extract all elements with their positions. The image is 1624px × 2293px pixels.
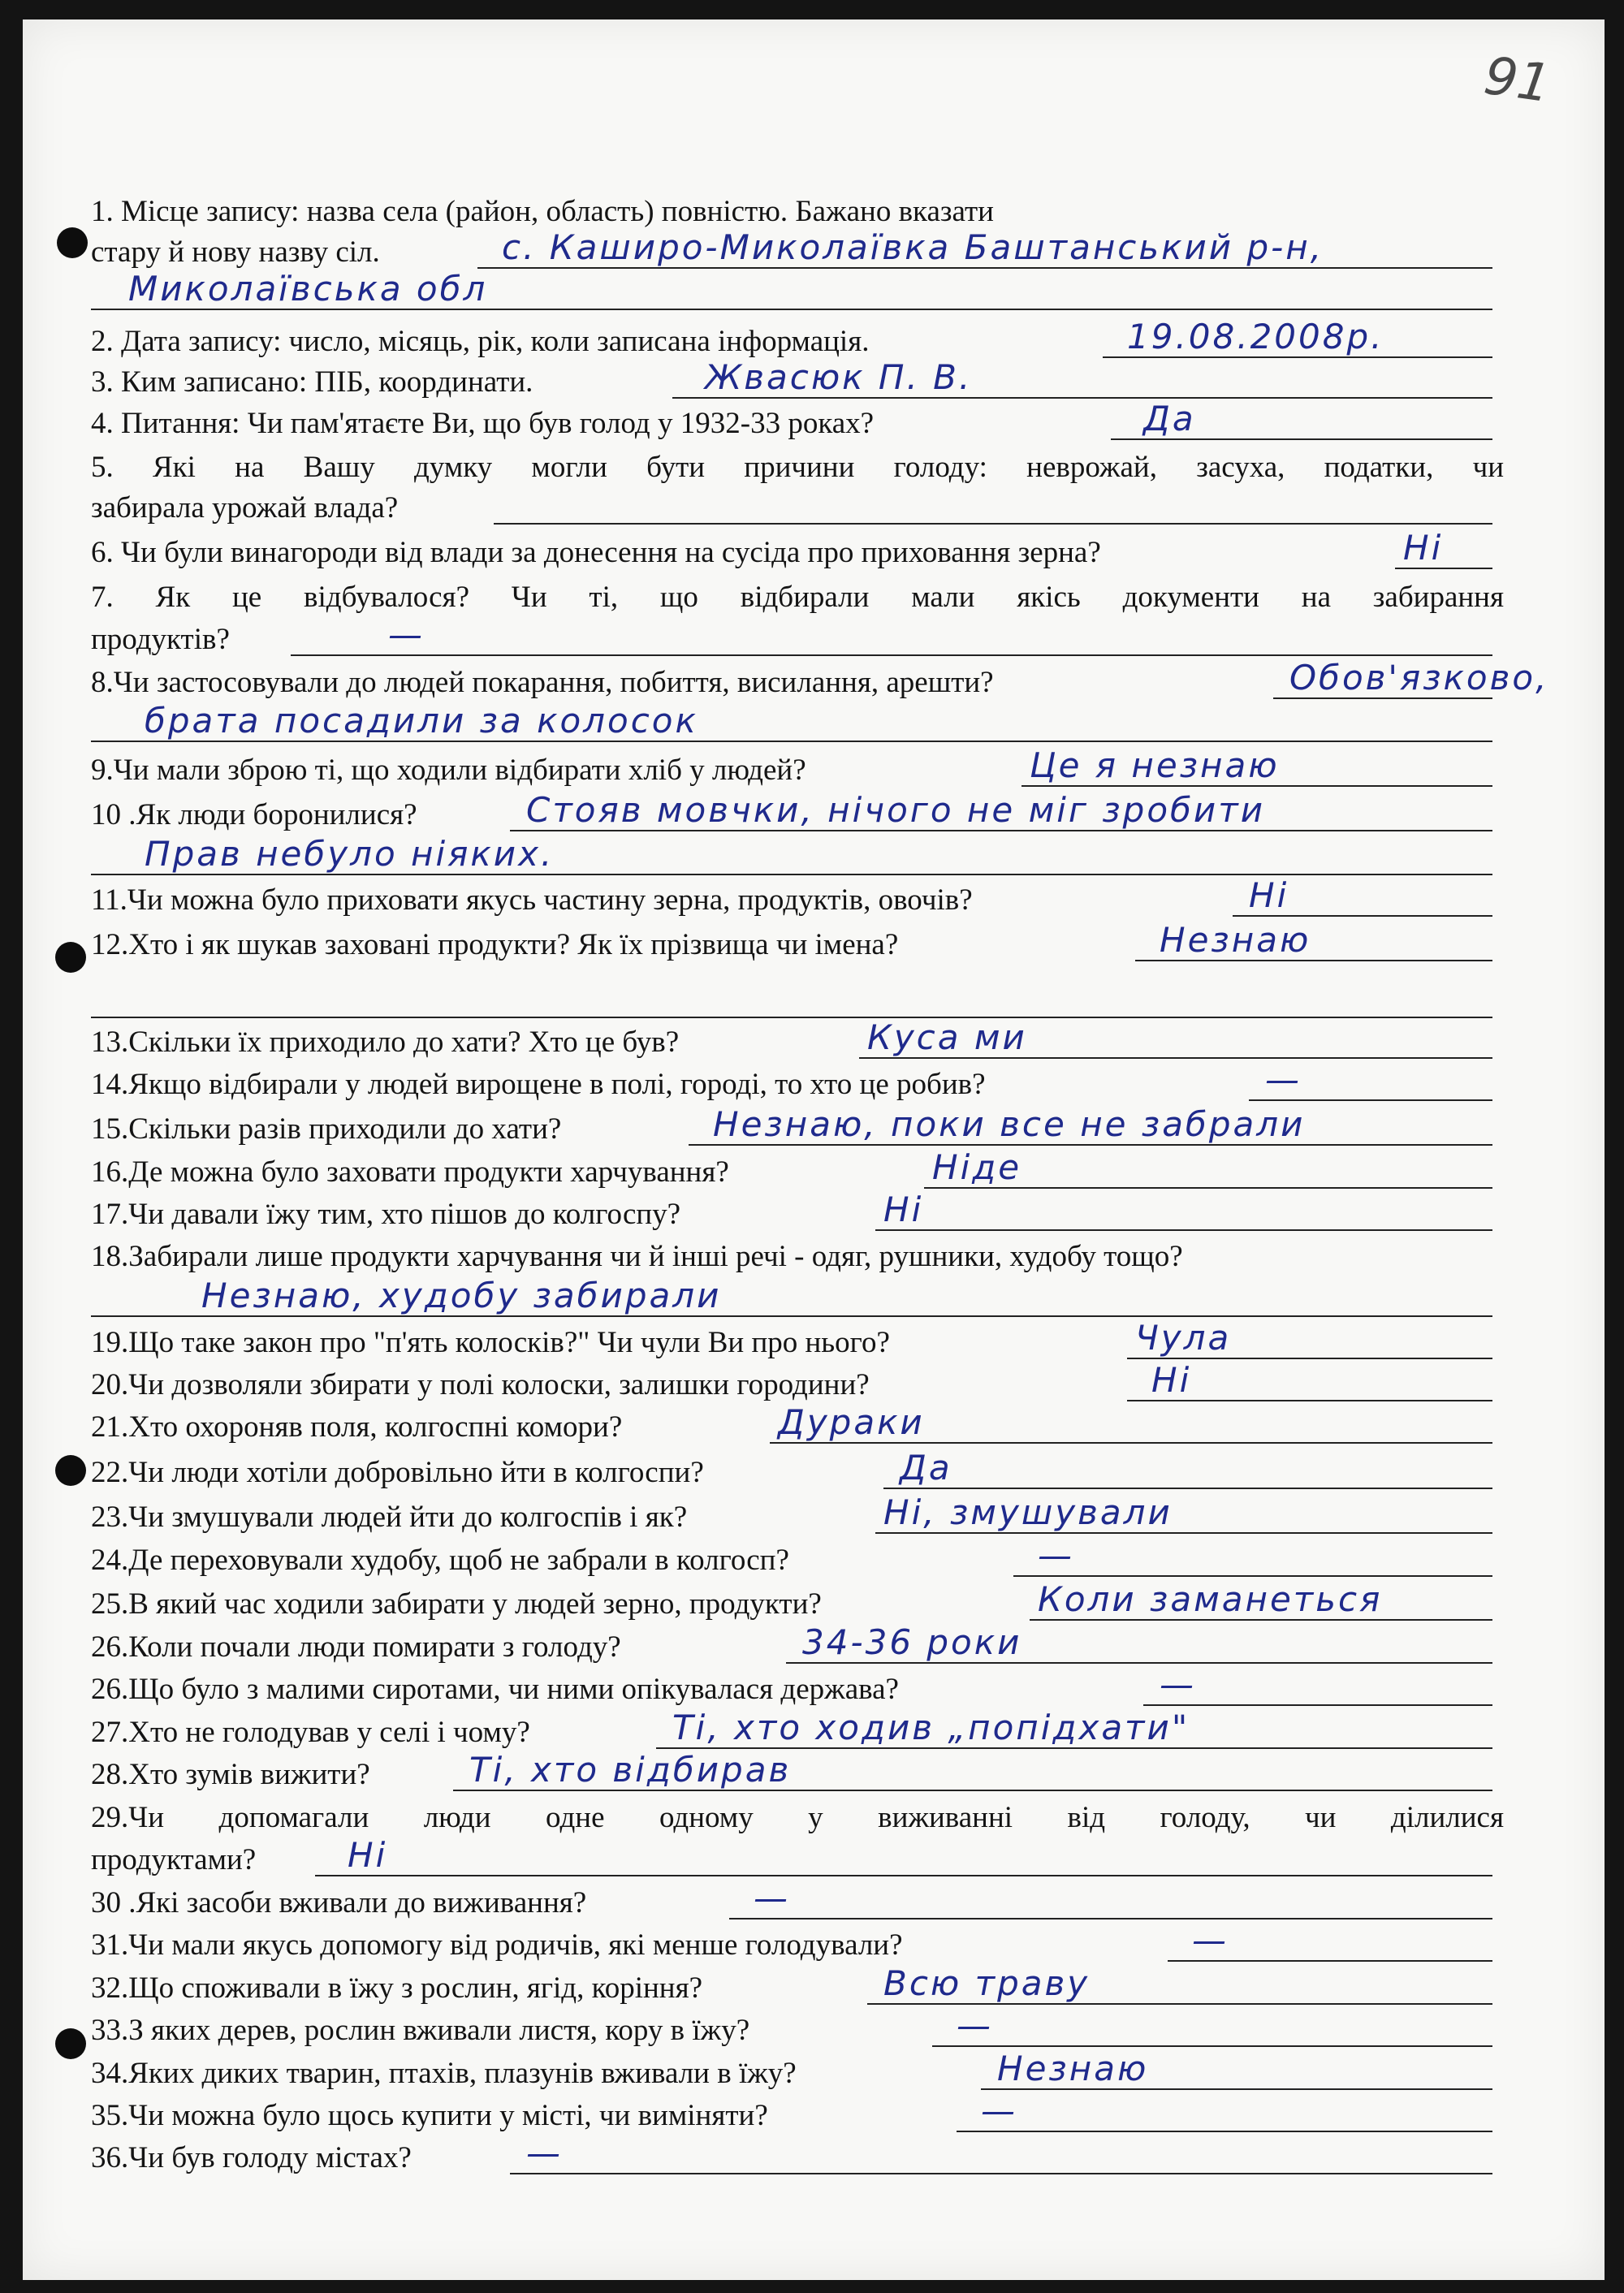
handwritten-answer: —: [981, 2091, 1017, 2131]
handwritten-answer: Жвасюк П. В.: [705, 357, 973, 397]
answer-underline: [867, 2003, 1492, 2005]
answer-underline: [883, 1488, 1492, 1489]
handwritten-answer: —: [1265, 1060, 1302, 1099]
answer-underline: [1111, 438, 1492, 440]
handwritten-answer: Обов'язково,: [1289, 658, 1549, 697]
handwritten-answer: с. Каширо-Миколаївка Баштанський р-н,: [502, 227, 1324, 267]
page-number: 91: [1480, 45, 1555, 115]
answer-underline: [291, 654, 1492, 656]
handwritten-answer: Миколаївська обл: [128, 269, 488, 309]
answer-underline: [656, 1747, 1492, 1749]
handwritten-answer: Ні: [348, 1835, 388, 1875]
answer-underline: [1127, 1400, 1492, 1401]
question-text: 31.Чи мали якусь допомогу від родичів, які менше голодували?: [91, 1928, 903, 1962]
question-text: 10 .Як люди боронилися?: [91, 798, 417, 831]
question-text: 21.Хто охороняв поля, колгоспні комори?: [91, 1410, 623, 1444]
question-text: стару й нову назву сіл.: [91, 235, 380, 269]
answer-underline: [689, 1144, 1492, 1146]
question-text: 34.Яких диких тварин, птахів, плазунів вживали в їжу?: [91, 2057, 797, 2090]
answer-underline: [770, 1442, 1492, 1444]
question-text: 27.Хто не голодував у селі і чому?: [91, 1716, 530, 1749]
question-text: 7. Як це відбувалося? Чи ті, що відбирали мали якісь документи на забирання: [91, 581, 1504, 614]
question-text: 5. Які на Вашу думку могли бути причини голоду: неврожай, засуха, податки, чи: [91, 451, 1504, 484]
handwritten-answer: Дураки: [778, 1402, 925, 1442]
question-text: 22.Чи люди хотіли добровільно йти в колгоспи?: [91, 1456, 704, 1489]
question-text: 36.Чи був голоду містах?: [91, 2141, 412, 2174]
question-text: 28.Хто зумів вижити?: [91, 1758, 370, 1791]
handwritten-answer: Да: [1143, 399, 1196, 438]
question-text: 12.Хто і як шукав заховані продукти? Як їх прізвища чи імена?: [91, 928, 899, 961]
question-text: 15.Скільки разів приходили до хати?: [91, 1112, 562, 1146]
questionnaire-page: [23, 19, 1605, 2280]
answer-underline: [859, 1057, 1492, 1059]
question-text: 25.В який час ходили забирати у людей зерно, продукти?: [91, 1587, 822, 1621]
handwritten-answer: Ні, змушували: [883, 1492, 1173, 1532]
answer-underline: [1030, 1619, 1492, 1621]
question-text: 11.Чи можна було приховати якусь частину зерна, продуктів, овочів?: [91, 883, 973, 917]
handwritten-answer: —: [1160, 1665, 1196, 1704]
answer-underline: [1249, 1099, 1492, 1101]
question-text: 17.Чи давали їжу тим, хто пішов до колгоспу?: [91, 1198, 681, 1231]
answer-underline: [91, 1017, 1492, 1018]
question-text: 6. Чи були винагороди від влади за донесення на сусіда про приховання зерна?: [91, 536, 1101, 569]
handwritten-answer: Ніде: [932, 1147, 1022, 1187]
answer-underline: [91, 741, 1492, 742]
question-text: 29.Чи допомагали люди одне одному у виживанні від голоду, чи ділилися: [91, 1801, 1504, 1834]
question-text: 32.Що споживали в їжу з рослин, ягід, коріння?: [91, 1971, 703, 2005]
handwritten-answer: Незнаю: [1160, 920, 1311, 960]
answer-underline: [981, 2088, 1492, 2090]
handwritten-answer: Незнаю: [997, 2049, 1149, 2088]
answer-underline: [875, 1532, 1492, 1534]
handwritten-answer: —: [526, 2133, 563, 2173]
question-text: 33.З яких дерев, рослин вживали листя, кору в їжу?: [91, 2014, 750, 2047]
handwritten-answer: —: [957, 2006, 993, 2045]
handwritten-answer: Ті, хто ходив „попідхати": [672, 1708, 1190, 1747]
handwritten-answer: 34-36 роки: [802, 1622, 1022, 1662]
handwritten-answer: Незнаю, поки все не забрали: [713, 1104, 1306, 1144]
handwritten-answer: Це я незнаю: [1030, 745, 1280, 785]
handwritten-answer: 19.08.2008р.: [1127, 317, 1384, 356]
answer-underline: [1135, 960, 1492, 961]
handwritten-answer: Ні: [883, 1190, 924, 1229]
handwritten-answer: Коли заманеться: [1038, 1579, 1383, 1619]
answer-underline: [786, 1662, 1492, 1664]
question-text: 18.Забирали лише продукти харчування чи й інші речі - одяг, рушники, худобу тощо?: [91, 1240, 1183, 1273]
answer-underline: [510, 2173, 1492, 2174]
handwritten-answer: Ні: [1403, 528, 1444, 568]
answer-underline: [477, 267, 1492, 269]
question-text: 3. Ким записано: ПІБ, координати.: [91, 365, 533, 399]
question-text: 14.Якщо відбирали у людей вирощене в полі, городі, то хто це робив?: [91, 1068, 986, 1101]
answer-underline: [1233, 915, 1492, 917]
answer-underline: [1103, 356, 1492, 358]
answer-underline: [957, 2131, 1492, 2132]
handwritten-answer: Да: [900, 1448, 952, 1488]
answer-underline: [1395, 568, 1492, 569]
handwritten-answer: Незнаю, худобу забирали: [201, 1276, 722, 1315]
handwritten-answer: —: [754, 1878, 790, 1918]
question-text: 16.Де можна було заховати продукти харчування?: [91, 1155, 729, 1189]
handwritten-answer: Ні: [1151, 1360, 1192, 1400]
handwritten-answer: Стояв мовчки, нічого не міг зробити: [526, 790, 1265, 830]
answer-underline: [1021, 785, 1492, 787]
answer-underline: [875, 1229, 1492, 1231]
question-text: 30 .Які засоби вживали до виживання?: [91, 1886, 587, 1919]
answer-underline: [510, 830, 1492, 831]
answer-underline: [924, 1187, 1492, 1189]
answer-underline: [453, 1790, 1492, 1791]
question-text: 35.Чи можна було щось купити у місті, чи виміняти?: [91, 2099, 768, 2132]
question-text: 24.Де переховували худобу, щоб не забрали в колгосп?: [91, 1544, 789, 1577]
question-text: 13.Скільки їх приходило до хати? Хто це був?: [91, 1026, 680, 1059]
question-text: 26.Що було з малими сиротами, чи ними опікувалася держава?: [91, 1673, 899, 1706]
answer-underline: [932, 2045, 1492, 2047]
answer-underline: [91, 309, 1492, 310]
handwritten-answer: Куса ми: [867, 1017, 1027, 1057]
question-text: 23.Чи змушували людей йти до колгоспів і як?: [91, 1501, 688, 1534]
question-text: 8.Чи застосовували до людей покарання, побиття, висилання, арешти?: [91, 666, 994, 699]
question-text: 26.Коли почали люди помирати з голоду?: [91, 1630, 621, 1664]
question-text: 20.Чи дозволяли збирати у полі колоски, залишки городини?: [91, 1368, 870, 1401]
answer-underline: [1168, 1960, 1492, 1962]
answer-underline: [672, 397, 1492, 399]
answer-underline: [1013, 1575, 1492, 1577]
answer-underline: [1127, 1358, 1492, 1359]
question-text: 1. Місце запису: назва села (район, область) повністю. Бажано вказати: [91, 195, 994, 228]
answer-underline: [315, 1875, 1492, 1876]
handwritten-answer: Ні: [1249, 875, 1289, 915]
question-text: 4. Питання: Чи пам'ятаєте Ви, що був голод у 1932-33 роках?: [91, 407, 875, 440]
handwritten-answer: Чула: [1135, 1318, 1232, 1358]
handwritten-answer: Ті, хто відбирав: [469, 1750, 792, 1790]
question-text: забирала урожай влада?: [91, 491, 399, 525]
handwritten-answer: —: [388, 615, 425, 654]
answer-underline: [1143, 1704, 1492, 1706]
handwritten-answer: —: [1192, 1920, 1229, 1960]
answer-underline: [494, 523, 1492, 525]
question-list: [23, 19, 1605, 2280]
question-text: продуктів?: [91, 623, 230, 656]
handwritten-answer: Прав небуло ніяких.: [145, 834, 555, 874]
answer-underline: [729, 1918, 1492, 1919]
answer-underline: [1273, 697, 1492, 699]
answer-underline: [91, 1315, 1492, 1317]
handwritten-answer: брата посадили за колосок: [145, 701, 698, 741]
handwritten-answer: —: [1038, 1535, 1074, 1575]
question-text: продуктами?: [91, 1843, 257, 1876]
question-text: 2. Дата запису: число, місяць, рік, коли записана інформація.: [91, 325, 870, 358]
question-text: 19.Що таке закон про "п'ять колосків?" Чи чули Ви про нього?: [91, 1326, 890, 1359]
handwritten-answer: Всю траву: [883, 1963, 1091, 2003]
question-text: 9.Чи мали зброю ті, що ходили відбирати хліб у людей?: [91, 754, 806, 787]
